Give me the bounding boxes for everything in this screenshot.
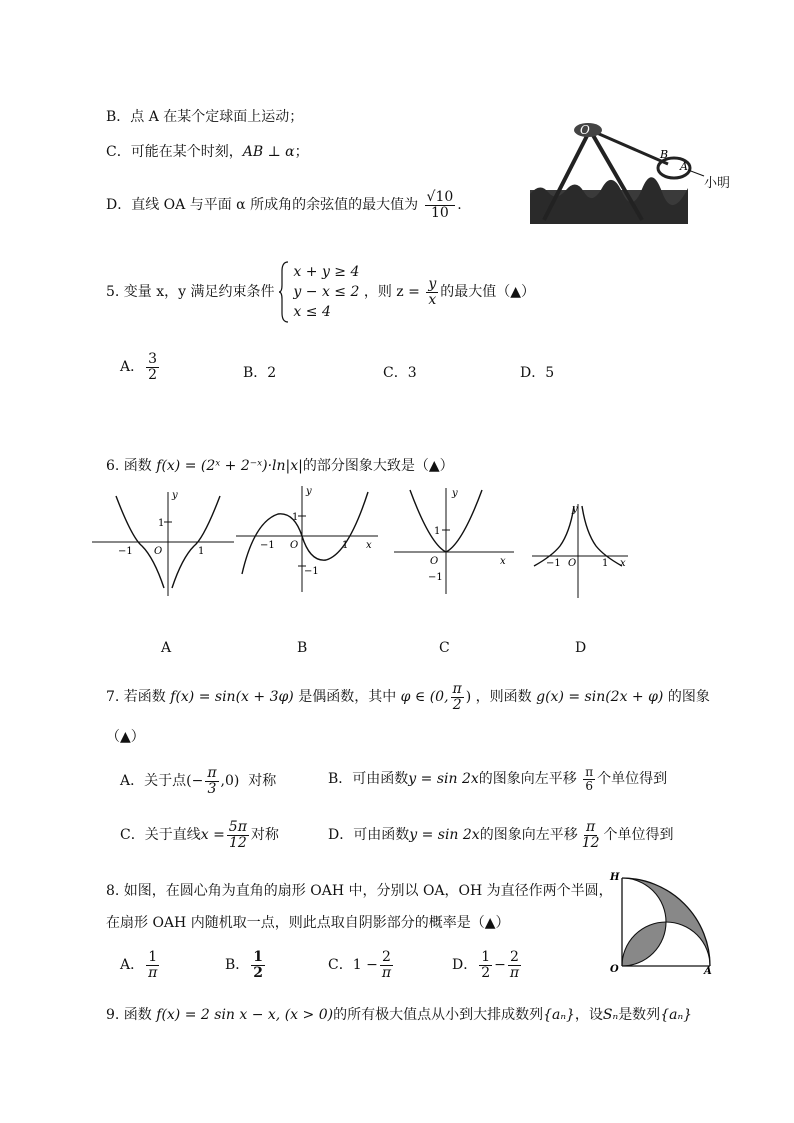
q7-option-d-prefix: D．可由函数 [328,827,410,844]
q7-option-d-mid: 的图象向左平移 [479,827,578,844]
q5-objective-fraction [426,277,438,307]
x-tick-label-neg: −1 [260,540,275,551]
q7-option-c-suffix: 对称 [250,827,279,844]
y-axis-label: y [172,490,178,501]
ride-label-b: B [660,148,669,161]
q4-option-d-prefix: D．直线 OA 与平面 α 所成角的余弦值的最大值为 [106,197,419,214]
q9-sn: Sₙ [602,1007,619,1023]
y-tick-label: 1 [434,526,441,537]
frac-numerator: 1 [481,949,491,965]
sector-label-o: O [610,964,619,975]
frac-denominator: x [428,291,437,308]
q5-option-d: D．5 [520,365,555,381]
q5-suffix: 的最大值（▲） [440,284,536,300]
q8-option-c-fraction [380,950,393,980]
q8-option-d-label: D． [452,957,478,974]
frac-numerator: 1 [148,949,158,965]
frac-numerator: √10 [426,189,454,205]
q5-constraint-2: y − x ≤ 2 [293,284,360,300]
shaded-lens-region [622,922,666,966]
q8-sector-figure [608,870,718,976]
q7-close-paren: ) [465,689,472,706]
frac-denominator: π [509,964,520,981]
q5-system-brace [279,261,289,323]
q7-option-d-fn: y = sin 2x [409,827,480,844]
ride-photo-figure [530,112,692,224]
q7-mid: 是偶函数，其中 [298,689,397,706]
q6-graph-a [88,486,238,598]
q6-stem [106,455,454,475]
ride-label-o: O [580,123,590,137]
q9-tail: 是数列 [618,1007,661,1023]
q6-label-d: D [575,640,587,656]
q8-option-c-label: C． [328,957,353,974]
y-tick-label-neg: −1 [304,566,319,577]
q8-option-d-fraction-2 [508,950,521,980]
frac-numerator: π [207,765,217,781]
q7-option-b-prefix: B．可由函数 [328,771,409,788]
sector-label-a: A [704,966,712,976]
frac-denominator: π [148,964,158,981]
q5-prefix: 5. 变量 x，y 满足约束条件 [106,284,275,300]
q4-option-d-suffix: . [457,197,462,214]
q5-constraints [293,262,359,322]
origin-label: O [430,556,439,567]
q8-option-a-label: A． [120,957,145,974]
q6-graph-d [528,500,632,600]
q7-end: 的图象 [667,689,710,706]
frac-denominator: 2 [481,964,491,981]
q8-option-a-fraction [146,950,159,980]
frac-denominator: 12 [581,834,600,851]
q7-option-a-fraction [205,766,218,796]
q6-graph-b [232,482,382,594]
q7-stem [106,682,710,712]
q7-phi-range: φ ∈ (0, [400,689,449,706]
frac-numerator: π [586,819,596,835]
x-tick-label: 1 [198,546,205,557]
caption-pointer-line [688,168,706,178]
frac-denominator: 2 [253,964,264,981]
q9-stem [106,1004,692,1024]
q8-stem-line1: 8. 如图，在圆心角为直角的扇形 OAH 中，分别以 OA，OH 为直径作两个半圆， [106,883,613,899]
frac-numerator: 2 [510,949,519,965]
frac-numerator: y [428,275,437,292]
q6-suffix: 的部分图象大致是（▲） [302,458,454,474]
y-tick-label: 1 [292,512,299,523]
q7-option-b-mid: 的图象向左平移 [478,771,577,788]
y-tick-label-neg: −1 [428,572,443,583]
q4-option-c [106,141,309,161]
q7-option-d-fraction [580,820,602,850]
q7-option-b-suffix: 个单位得到 [597,771,668,788]
q8-option-b-fraction [251,950,265,980]
q7-option-d-suffix: 个单位得到 [603,827,674,844]
x-axis-label: x [500,556,506,567]
frac-numerator: π [452,681,462,697]
q8-option-b-label: B． [225,957,250,974]
q6-graph-c [390,484,520,596]
q7-option-c-fraction [227,820,249,850]
q9-mid: 的所有极大值点从小到大排成数列 [333,1007,544,1023]
curve [242,492,368,574]
frac-numerator: 3 [148,351,158,367]
y-tick-label: 1 [158,518,165,529]
q7-answer-placeholder: （▲） [106,729,145,745]
frac-denominator: 3 [207,780,217,797]
curve-left [534,506,574,566]
origin-label: O [154,546,163,557]
y-axis-label: y [572,504,578,515]
frac-denominator: 2 [452,696,462,713]
origin-label: O [290,540,299,551]
q7-option-a-open: (− [186,773,204,790]
q6-label-a: A [161,640,172,656]
q5-option-c: C．3 [383,365,417,381]
q7-option-d [328,820,674,850]
q9-seq2: {aₙ} [660,1007,693,1023]
q6-prefix: 6. 函数 [106,458,152,474]
x-tick-label-neg: −1 [118,546,133,557]
x-tick-label-neg: −1 [546,558,561,569]
x-axis-label: x [366,540,372,551]
frac-denominator: 6 [585,778,593,793]
q7-g-expr: g(x) = sin(2x + φ) [536,689,664,706]
q6-label-b: B [297,640,308,656]
q5-constraint-3: x ≤ 4 [293,304,331,320]
q8-option-b [225,950,267,980]
q7-option-a-close: ,0) [220,773,240,790]
q9-prefix: 9. 函数 [106,1007,152,1023]
q9-expr: f(x) = 2 sin x − x, (x > 0) [156,1007,334,1023]
q7-option-c-prefix: C．关于直线 [120,827,201,844]
frac-denominator: 12 [228,834,247,851]
q7-option-c [120,820,279,850]
q7-option-a-suffix: 对称 [248,773,277,790]
q8-option-d-fraction-1 [479,950,492,980]
q7-option-b-fn: y = sin 2x [408,771,479,788]
q5-constraint-1: x + y ≥ 4 [293,264,360,280]
q7-option-b-fraction [583,766,595,792]
q8-option-c [328,950,395,980]
q5-option-a [120,352,161,382]
q5-stem [106,261,535,323]
q9-seq: {aₙ} [543,1007,575,1023]
q5-mid: ，则 z = [363,284,420,300]
frac-numerator: 2 [381,949,391,965]
q7-pi-over-2 [451,682,464,712]
frac-numerator: 1 [253,949,264,965]
q7-tail: ，则函数 [475,689,532,706]
x-tick-label: 1 [602,558,609,569]
frac-denominator: 2 [148,366,158,383]
q7-option-c-x: x = [200,827,225,844]
q8-option-a [120,950,161,980]
sector-label-h: H [610,872,620,883]
frac-numerator: π [585,765,594,779]
frac-numerator: 5π [228,819,247,835]
q4-option-b: B．点 A 在某个定球面上运动； [106,109,304,125]
curve-right [582,506,622,566]
q7-option-a [120,766,276,796]
q9-mid2: ，设 [574,1007,603,1023]
ride-label-a: A [680,160,688,173]
q4-option-c-expr: AB ⊥ α [242,144,295,160]
q7-option-b [328,766,667,792]
q7-option-a-prefix: A．关于点 [120,773,187,790]
q6-expr: f(x) = (2ˣ + 2⁻ˣ)·ln|x| [156,458,303,474]
x-axis-label: x [620,558,626,569]
q8-option-d-minus: − [494,957,506,974]
frac-denominator: 10 [430,204,449,221]
q4-option-d-fraction [425,190,456,220]
x-tick-label: 1 [342,540,349,551]
q5-option-a-label: A． [120,359,145,376]
y-axis-label: y [306,486,312,497]
q4-option-c-suffix: ； [294,144,309,160]
q4-option-d [106,190,462,220]
q7-f-expr: f(x) = sin(x + 3φ) [170,689,294,706]
q4-option-c-prefix: C．可能在某个时刻， [106,144,243,160]
origin-label: O [568,558,577,569]
q5-option-b: B．2 [243,365,277,381]
y-axis-label: y [452,488,458,499]
q7-prefix: 7. 若函数 [106,689,166,706]
q8-stem-line2: 在扇形 OAH 内随机取一点，则此点取自阴影部分的概率是（▲） [106,915,510,931]
q8-option-c-pre: 1 − [352,957,378,974]
ride-caption: 小明 [704,176,731,191]
q8-option-d [452,950,523,980]
q5-option-a-fraction [146,352,159,382]
frac-denominator: π [381,964,392,981]
q6-label-c: C [439,640,450,656]
